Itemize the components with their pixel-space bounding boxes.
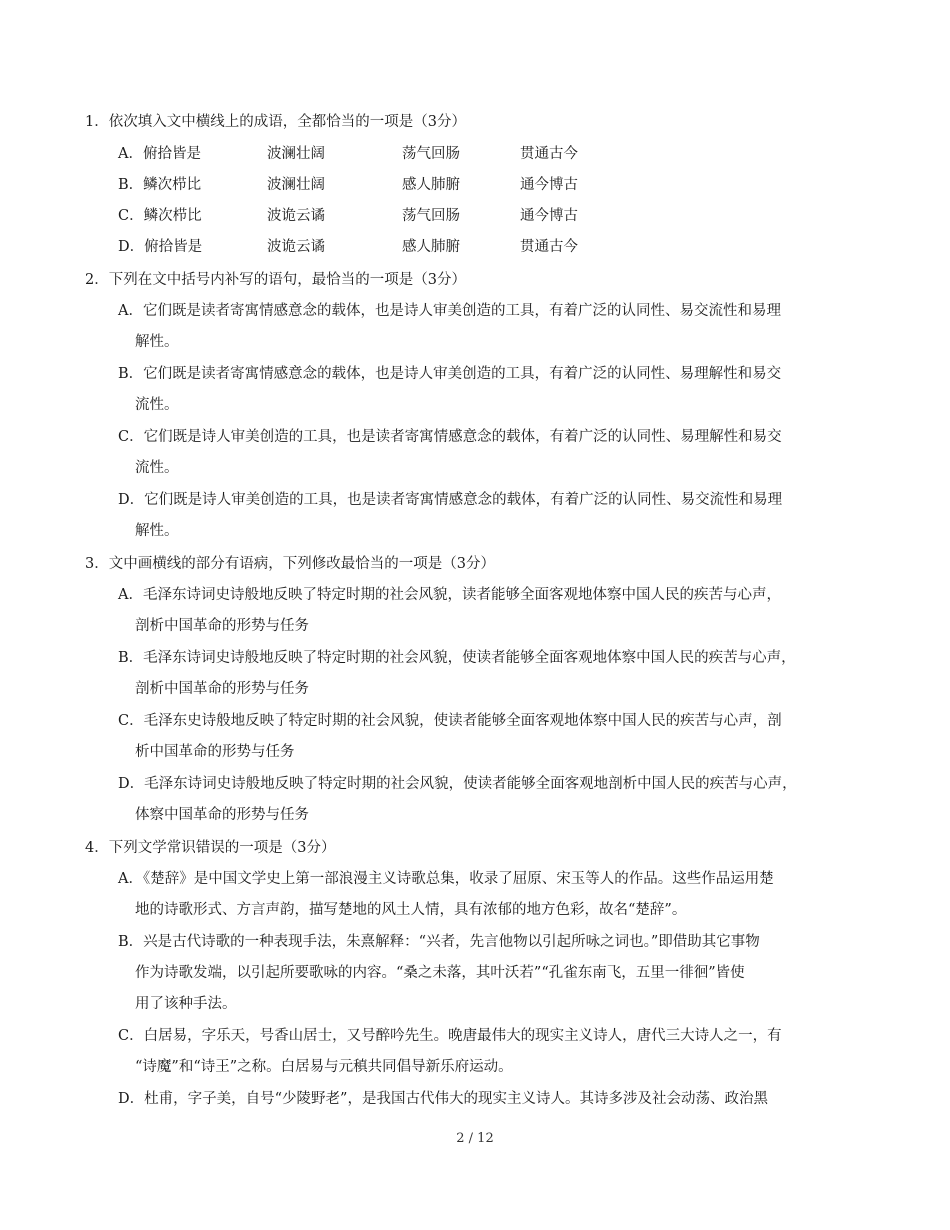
q4-stem: 4．下列文学常识错误的一项是（3分） (85, 840, 336, 856)
q3-option-d: D．毛泽东诗词史诗般地反映了特定时期的社会风貌，使读者能够全面客观地剖析中国人民的疾苦与心声， (118, 776, 797, 792)
q2-option-c-cont: 流性。 (135, 460, 179, 476)
q2-option-a: A．它们既是读者寄寓情感意念的载体，也是诗人审美创造的工具，有着广泛的认同性、易交流性和易理 (118, 303, 781, 319)
q1-option-c: C．鳞次栉比 波诡云谲 荡气回肠 通今博古 (118, 208, 578, 224)
q1-option-d: D．俯拾皆是 波诡云谲 感人肺腑 贯通古今 (118, 239, 578, 255)
page-number: 2 / 12 (456, 1131, 494, 1146)
q2-option-b-cont: 流性。 (135, 397, 179, 413)
q1-option-a: A．俯拾皆是 波澜壮阔 荡气回肠 贯通古今 (118, 146, 578, 162)
q2-option-b: B．它们既是读者寄寓情感意念的载体，也是诗人审美创造的工具，有着广泛的认同性、易理解性和易交 (118, 366, 782, 382)
q2-option-d-cont: 解性。 (135, 523, 179, 539)
q4-option-c: C．白居易，字乐天，号香山居士，又号醉吟先生。晚唐最伟大的现实主义诗人，唐代三大诗人之一，有 (118, 1028, 782, 1044)
q3-stem: 3．文中画横线的部分有语病，下列修改最恰当的一项是（3分） (85, 556, 495, 572)
q2-option-c: C．它们既是诗人审美创造的工具，也是读者寄寓情感意念的载体，有着广泛的认同性、易理解性和易交 (118, 429, 782, 445)
q3-option-c-cont: 析中国革命的形势与任务 (135, 744, 295, 760)
q4-option-c-cont: “诗魔”和“诗王”之称。白居易与元稹共同倡导新乐府运动。 (135, 1059, 513, 1075)
q3-option-b-cont: 剖析中国革命的形势与任务 (135, 681, 309, 697)
q4-option-a: A．《楚辞》是中国文学史上第一部浪漫主义诗歌总集，收录了屈原、宋玉等人的作品。这些作品运用楚 (118, 871, 774, 887)
q1-stem: 1．依次填入文中横线上的成语，全都恰当的一项是（3分） (85, 114, 466, 130)
q4-option-b-cont2: 用了该种手法。 (135, 996, 237, 1012)
q2-option-d: D．它们既是诗人审美创造的工具，也是读者寄寓情感意念的载体，有着广泛的认同性、易交流性和易理 (118, 492, 783, 508)
q2-option-a-cont: 解性。 (135, 334, 179, 350)
q4-option-a-cont: 地的诗歌形式、方言声韵，描写楚地的风土人情，具有浓郁的地方色彩，故名“楚辞”。 (135, 902, 687, 918)
q2-stem: 2．下列在文中括号内补写的语句，最恰当的一项是（3分） (85, 272, 466, 288)
q1-option-b: B．鳞次栉比 波澜壮阔 感人肺腑 通今博古 (118, 177, 578, 193)
q4-option-b-cont: 作为诗歌发端，以引起所要歌咏的内容。“桑之未落，其叶沃若”“孔雀东南飞，五里一徘徊”皆使 (135, 965, 745, 981)
q3-option-d-cont: 体察中国革命的形势与任务 (135, 807, 309, 823)
q4-option-d: D．杜甫，字子美，自号“少陵野老”，是我国古代伟大的现实主义诗人。其诗多涉及社会动荡、政治黑 (118, 1091, 768, 1107)
q3-option-b: B．毛泽东诗词史诗般地反映了特定时期的社会风貌，使读者能够全面客观地体察中国人民的疾苦与心声， (118, 650, 796, 666)
q3-option-c: C．毛泽东史诗般地反映了特定时期的社会风貌，使读者能够全面客观地体察中国人民的疾苦与心声，剖 (118, 713, 782, 729)
q4-option-b: B．兴是古代诗歌的一种表现手法，朱熹解释：“兴者，先言他物以引起所咏之词也。”即借助其它事物 (118, 934, 760, 950)
q3-option-a-cont: 剖析中国革命的形势与任务 (135, 618, 309, 634)
q3-option-a: A．毛泽东诗词史诗般地反映了特定时期的社会风貌，读者能够全面客观地体察中国人民的疾苦与心声， (118, 587, 781, 603)
